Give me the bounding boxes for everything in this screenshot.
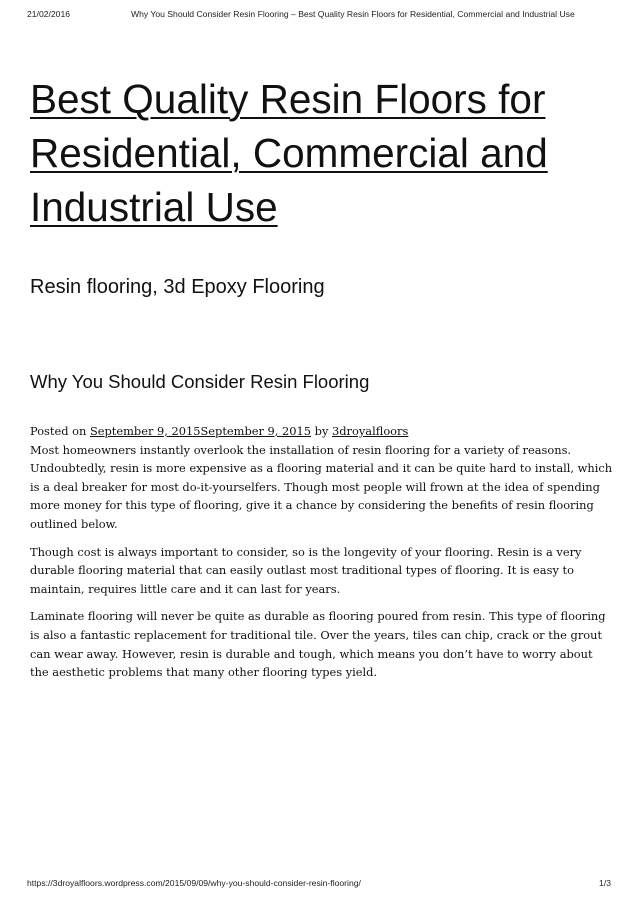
author-link[interactable]: 3droyalfloors bbox=[332, 424, 409, 438]
print-footer bbox=[27, 878, 611, 892]
post-paragraph: Laminate flooring will never be quite as durable as flooring poured from resin. This type of flooring is also a fantastic replacement for traditional tile. Over the years, tiles can chip, crack or the grout can wear away. However, resin is durable and tough, which means you don’t have to worry about the aesthetic problems that many other flooring types yield. bbox=[30, 609, 606, 680]
published-date: September 9, 2015 bbox=[89, 424, 201, 438]
post-paragraph: Though cost is always important to consider, so is the longevity of your flooring. Resin is a very durable flooring material that can easily outlast most traditional types of flooring. It is easy to maintain, requires little care and it can last for years. bbox=[30, 544, 582, 596]
post-paragraph: Most homeowners instantly overlook the installation of resin flooring for a variety of reasons. Undoubtedly, resin is more expensive as a flooring material and it can be quite hard to install, which is a deal breaker for most do-it-yourselfers. Though most people will frown at the idea of spending more money for this type of flooring, give it a chance by considering the benefits of resin flooring outlined below. bbox=[30, 442, 613, 531]
site-description: Resin flooring, 3d Epoxy Flooring bbox=[30, 276, 325, 298]
post-title: Why You Should Consider Resin Flooring bbox=[30, 371, 370, 392]
posted-on-label: Posted on bbox=[30, 424, 87, 438]
post-date-link[interactable] bbox=[90, 424, 311, 438]
print-url: https://3droyalfloors.wordpress.com/2015/09/09/why-you-should-consider-resin-flooring/ bbox=[27, 878, 361, 888]
site-title bbox=[30, 72, 620, 234]
post-meta bbox=[30, 422, 614, 441]
site-title-link[interactable]: Best Quality Resin Floors for Residential, Commercial and Industrial Use bbox=[30, 76, 548, 230]
print-date: 21/02/2016 bbox=[27, 9, 71, 19]
print-header bbox=[27, 9, 611, 23]
post-content bbox=[30, 422, 614, 691]
page-number: 1/3 bbox=[599, 878, 611, 888]
updated-date: September 9, 2015 bbox=[200, 424, 312, 438]
by-label: by bbox=[314, 424, 329, 438]
print-page-title: Why You Should Consider Resin Flooring – Best Quality Resin Floors for Residential, Commercial and Industrial Use bbox=[131, 9, 575, 19]
